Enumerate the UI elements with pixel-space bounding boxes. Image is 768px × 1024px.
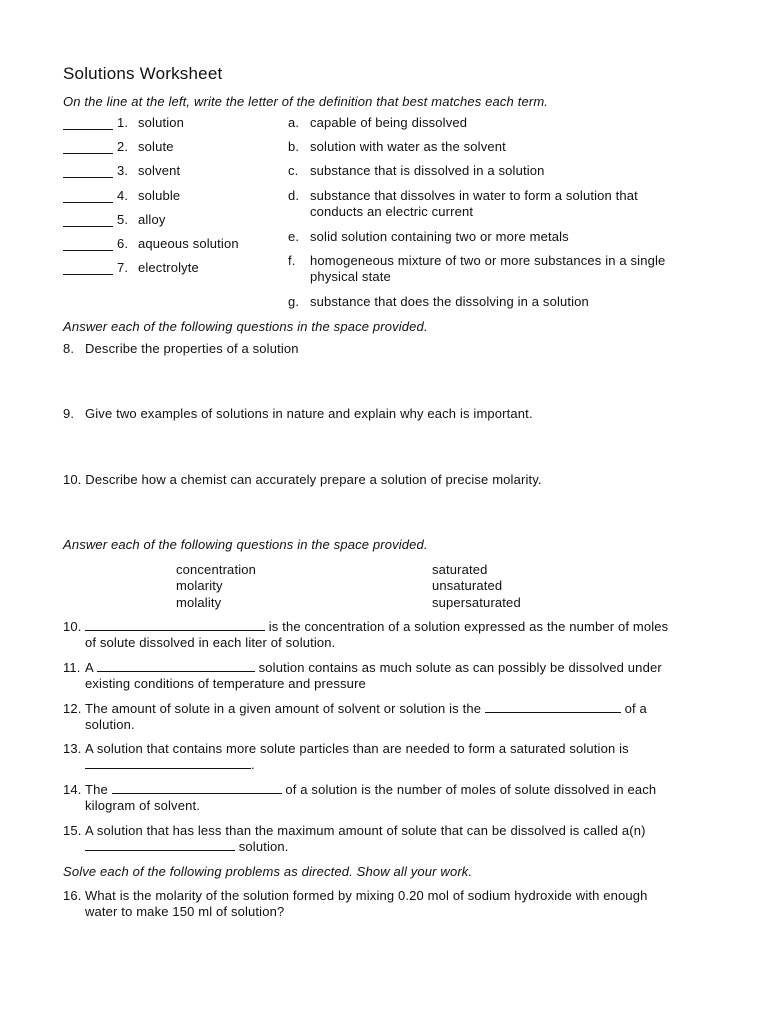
term-number: 2. xyxy=(117,139,129,154)
term-label: soluble xyxy=(138,188,181,203)
question-number: 10. xyxy=(63,619,82,634)
question-number: 8. xyxy=(63,341,75,356)
question-text: The amount of solute in a given amount of solvent or solution is the of a xyxy=(85,701,647,716)
definition-text: capable of being dissolved xyxy=(310,115,468,130)
answer-blank[interactable] xyxy=(63,202,113,203)
definition-letter: f. xyxy=(288,253,296,268)
definition-letter: c. xyxy=(288,163,299,178)
term-number: 3. xyxy=(117,163,129,178)
question-number: 11. xyxy=(63,660,81,675)
answer-blank[interactable] xyxy=(63,250,113,251)
definition-text: solid solution containing two or more metals xyxy=(310,229,569,244)
matching-instructions: On the line at the left, write the letter of the definition that best matches each term. xyxy=(63,94,549,109)
question-text: water to make 150 ml of solution? xyxy=(85,904,285,919)
answer-blank[interactable] xyxy=(85,839,235,851)
question-text: The of a solution is the number of moles of solute dissolved in each xyxy=(85,782,657,797)
word-bank-term: unsaturated xyxy=(432,578,503,593)
word-bank-term: molality xyxy=(176,595,222,610)
question-text: What is the molarity of the solution formed by mixing 0.20 mol of sodium hydroxide with enough xyxy=(85,888,648,903)
question-text: existing conditions of temperature and pressure xyxy=(85,676,366,691)
answer-blank[interactable] xyxy=(63,274,113,275)
answer-blank[interactable] xyxy=(63,129,113,130)
term-number: 7. xyxy=(117,260,129,275)
question-text: . xyxy=(85,757,255,772)
answer-blank[interactable] xyxy=(85,757,251,769)
question-text: solution. xyxy=(85,717,135,732)
question-number: 13. xyxy=(63,741,82,756)
fill-in-instructions: Answer each of the following questions in the space provided. xyxy=(63,537,428,552)
term-label: solution xyxy=(138,115,185,130)
definition-text: homogeneous mixture of two or more substances in a single xyxy=(310,253,666,268)
question-number: 9. xyxy=(63,406,75,421)
definition-letter: e. xyxy=(288,229,300,244)
definition-letter: d. xyxy=(288,188,300,203)
term-number: 5. xyxy=(117,212,129,227)
question-text: solution. xyxy=(85,839,289,854)
page-title: Solutions Worksheet xyxy=(63,64,223,83)
definition-text: substance that is dissolved in a solution xyxy=(310,163,545,178)
answer-blank[interactable] xyxy=(97,660,255,672)
question-text: A solution that has less than the maximum amount of solute that can be dissolved is called a(n) xyxy=(85,823,646,838)
word-bank-term: saturated xyxy=(432,562,488,577)
term-number: 1. xyxy=(117,115,129,130)
problems-instructions: Solve each of the following problems as directed. Show all your work. xyxy=(63,864,473,879)
term-number: 6. xyxy=(117,236,129,251)
definition-letter: b. xyxy=(288,139,300,154)
word-bank-term: molarity xyxy=(176,578,223,593)
answer-blank[interactable] xyxy=(112,782,282,794)
question-text: kilogram of solvent. xyxy=(85,798,200,813)
question-number: 16. xyxy=(63,888,82,903)
term-label: electrolyte xyxy=(138,260,199,275)
short-answer-instructions: Answer each of the following questions in the space provided. xyxy=(63,319,428,334)
question-text: A solution contains as much solute as can possibly be dissolved under xyxy=(85,660,662,675)
answer-blank[interactable] xyxy=(63,226,113,227)
definition-text: solution with water as the solvent xyxy=(310,139,506,154)
term-label: solute xyxy=(138,139,174,154)
definition-letter: g. xyxy=(288,294,300,309)
definition-text: physical state xyxy=(310,269,391,284)
answer-blank[interactable] xyxy=(85,619,265,631)
word-bank-term: supersaturated xyxy=(432,595,521,610)
question-text: Give two examples of solutions in nature and explain why each is important. xyxy=(85,406,533,421)
answer-blank[interactable] xyxy=(63,153,113,154)
definition-letter: a. xyxy=(288,115,300,130)
term-label: alloy xyxy=(138,212,166,227)
term-label: solvent xyxy=(138,163,181,178)
question-number: 12. xyxy=(63,701,82,716)
question-text: A solution that contains more solute particles than are needed to form a saturated solution is xyxy=(85,741,629,756)
question-text: is the concentration of a solution expressed as the number of moles xyxy=(85,619,668,634)
question-text: of solute dissolved in each liter of solution. xyxy=(85,635,336,650)
question-number: 14. xyxy=(63,782,82,797)
question-text: 10. Describe how a chemist can accurately prepare a solution of precise molarity. xyxy=(63,472,542,487)
question-number: 15. xyxy=(63,823,82,838)
definition-text: substance that does the dissolving in a solution xyxy=(310,294,589,309)
term-number: 4. xyxy=(117,188,129,203)
definition-text: conducts an electric current xyxy=(310,204,474,219)
word-bank-term: concentration xyxy=(176,562,257,577)
answer-blank[interactable] xyxy=(485,701,621,713)
term-label: aqueous solution xyxy=(138,236,239,251)
definition-text: substance that dissolves in water to form a solution that xyxy=(310,188,638,203)
answer-blank[interactable] xyxy=(63,177,113,178)
question-text: Describe the properties of a solution xyxy=(85,341,299,356)
